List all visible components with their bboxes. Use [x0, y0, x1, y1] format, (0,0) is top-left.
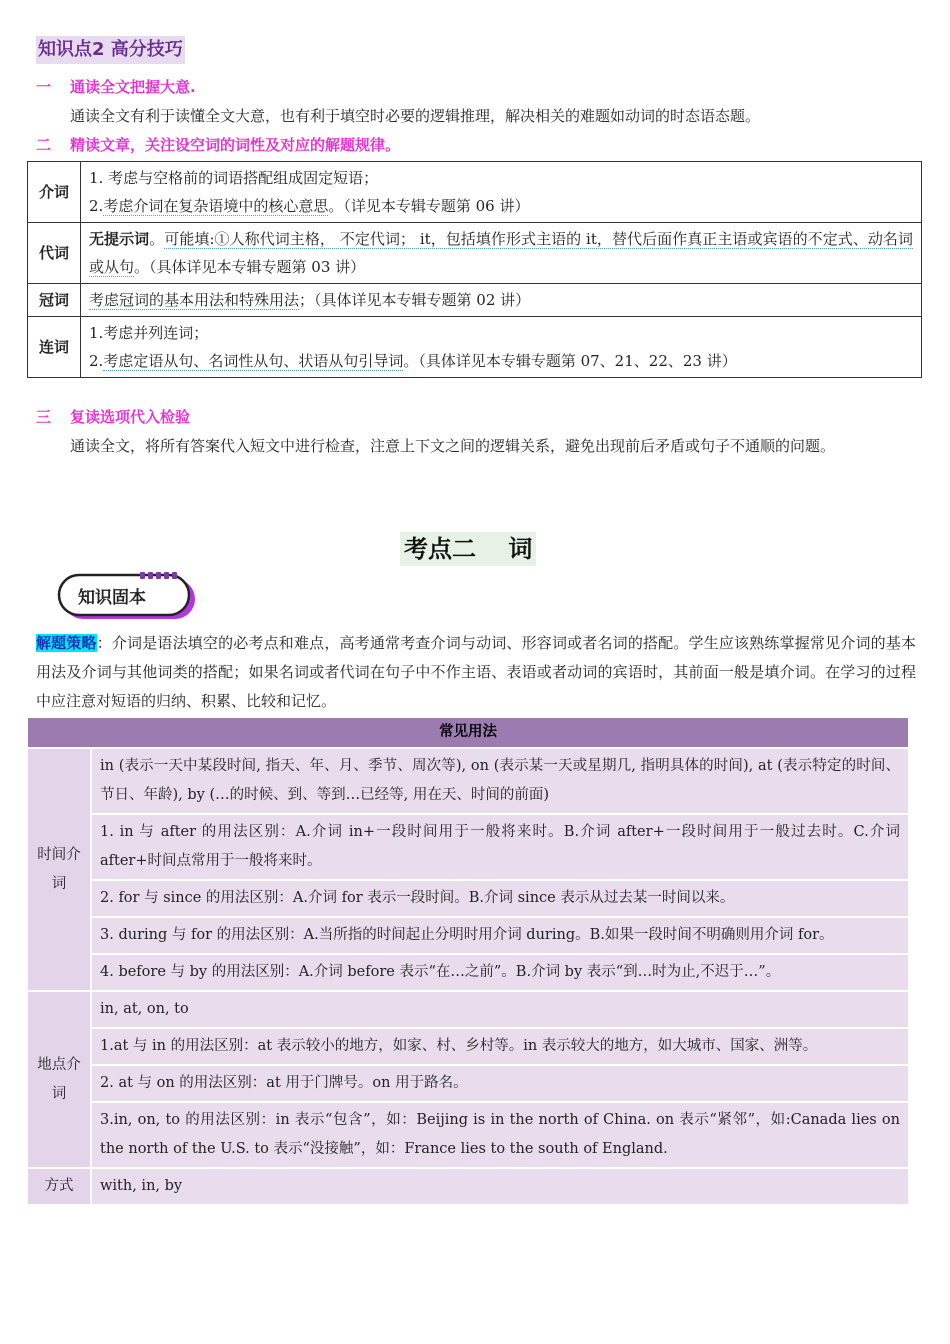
conj-line-2-num: 2. — [89, 352, 104, 370]
section-2-heading — [36, 134, 400, 155]
knowledge-point-title: 知识点2 高分技巧 — [36, 36, 185, 64]
time-row-2: 2. for 与 since 的用法区别：A.介词 for 表示一段时间。B.介词 since 表示从过去某一时间以来。 — [92, 881, 908, 916]
category-time-label: 时间介词 — [28, 749, 90, 990]
table-row — [28, 223, 922, 284]
art-text-ref: ；（具体详见本专辑专题第 02 讲） — [299, 291, 531, 309]
place-row-0: in, at, on, to — [92, 992, 908, 1027]
strategy-tag: 解题策略 — [36, 634, 97, 652]
time-row-3: 3. during 与 for 的用法区别：A.当所指的时间起止分明时用介词 during。B.如果一段时间不明确则用介词 for。 — [92, 918, 908, 953]
manner-row-0: with, in, by — [92, 1169, 908, 1204]
pron-text-a: 。 — [149, 230, 165, 248]
conj-line-2-ref: 。（具体详见本专辑专题第 07、21、22、23 讲） — [403, 352, 737, 370]
row-content-pron — [81, 223, 922, 284]
table-row — [28, 815, 908, 879]
section-3-title: 复读选项代入检验 — [70, 408, 191, 426]
row-content-prep — [81, 162, 922, 223]
time-row-1: 1. in 与 after 的用法区别：A.介词 in+一段时间用于一般将来时。B.介词 after+一段时间用于一般过去时。C.介词 after+时间点常用于一般将来时。 — [92, 815, 908, 879]
table-row — [28, 749, 908, 813]
word-class-table — [27, 161, 922, 378]
row-label-pron: 代词 — [28, 223, 81, 284]
table-header: 常见用法 — [28, 718, 908, 747]
pron-text-ref: 。（具体详见本专辑专题第 03 讲） — [134, 258, 366, 276]
table-row — [28, 1169, 908, 1204]
category-place-label: 地点介词 — [28, 992, 90, 1167]
table-header-row — [28, 718, 908, 747]
conj-line-1: 1.考虑并列连词； — [89, 324, 209, 342]
table-row — [28, 1029, 908, 1064]
section-3-number: 三 — [36, 408, 52, 426]
table-row — [28, 881, 908, 916]
strategy-paragraph — [36, 629, 916, 716]
place-row-3: 3.in, on, to 的用法区别：in 表示“包含”，如：Beijing is in the north of China. on 表示“紧邻”，如:Canada lies on the north of the U.S. to 表示“没接触”，如：France lies to the south of England. — [92, 1103, 908, 1167]
row-content-art — [81, 284, 922, 317]
table-row — [28, 1066, 908, 1101]
table-row — [28, 317, 922, 378]
row-content-conj — [81, 317, 922, 378]
place-row-1: 1.at 与 in 的用法区别：at 表示较小的地方，如家、村、乡村等。in 表示较大的地方，如大城市、国家、洲等。 — [92, 1029, 908, 1064]
table-row — [28, 955, 908, 990]
place-row-2: 2. at 与 on 的用法区别：at 用于门牌号。on 用于路名。 — [92, 1066, 908, 1101]
section-1-title: 通读全文把握大意. — [70, 78, 196, 96]
time-row-4: 4. before 与 by 的用法区别：A.介词 before 表示“在…之前”。B.介词 by 表示“到…时为止,不迟于…”。 — [92, 955, 908, 990]
badge-label: 知识固本 — [78, 588, 146, 608]
section-1-text: 通读全文有利于读懂全文大意，也有利于填空时必要的逻辑推理，解决相关的难题如动词的时态语态题。 — [70, 107, 761, 125]
section-3-heading — [36, 406, 190, 427]
section-2-title: 精读文章，关注设空词的词性及对应的解题规律。 — [70, 136, 401, 154]
table-row — [28, 284, 922, 317]
prep-line-1: 1. 考虑与空格前的词语搭配组成固定短语； — [89, 169, 379, 187]
table-row — [28, 1103, 908, 1167]
section-1-heading — [36, 76, 196, 97]
table-row — [28, 992, 908, 1027]
row-label-prep: 介词 — [28, 162, 81, 223]
topic-title: 考点二 词 — [400, 532, 536, 566]
pron-bold-text: 无提示词 — [89, 230, 150, 248]
prep-line-2-num: 2. — [89, 197, 104, 215]
preposition-usage-table — [26, 716, 910, 1206]
section-1-number: 一 — [36, 78, 52, 96]
table-row — [28, 162, 922, 223]
strategy-text: ：介词是语法填空的必考点和难点，高考通常考查介词与动词、形容词或者名词的搭配。学生应该熟练掌握常见介词的基本用法及介词与其他词类的搭配；如果名词或者代词在句子中不作主语、表语或者动词的宾语时，其前面一般是填介词。在学习的过程中应注意对短语的归纳、积累、比较和记忆。 — [36, 634, 916, 710]
section-3-text: 通读全文，将所有答案代入短文中进行检查，注意上下文之间的逻辑关系，避免出现前后矛盾或句子不通顺的问题。 — [70, 437, 836, 455]
prep-line-2 — [89, 192, 913, 220]
prep-line-2-text: 考虑介词在复杂语境中的核心意思 — [103, 197, 329, 215]
time-row-0: in (表示一天中某段时间, 指天、年、月、季节、周次等), on (表示某一天或星期几, 指明具体的时间), at (表示特定的时间、节日、年龄), by (…的时候、到、等到…已经等, 用在天、时间的前面) — [92, 749, 908, 813]
row-label-art: 冠词 — [28, 284, 81, 317]
row-label-conj: 连词 — [28, 317, 81, 378]
knowledge-badge — [56, 572, 198, 622]
pron-text-b: 可能填:①人称代词主格， 不定代词； it，包括填作形式主语的 it，替代后面作真正主语或宾语的不定式、动名词或从句 — [89, 230, 913, 276]
prep-line-2-ref: 。（详见本专辑专题第 06 讲） — [328, 197, 530, 215]
conj-line-2-text: 考虑定语从句、名词性从句、状语从句引导词 — [103, 352, 404, 370]
category-manner-label: 方式 — [28, 1169, 90, 1204]
section-2-number: 二 — [36, 136, 52, 154]
table-row — [28, 918, 908, 953]
conj-line-2 — [89, 347, 913, 375]
art-text: 考虑冠词的基本用法和特殊用法 — [89, 291, 300, 309]
